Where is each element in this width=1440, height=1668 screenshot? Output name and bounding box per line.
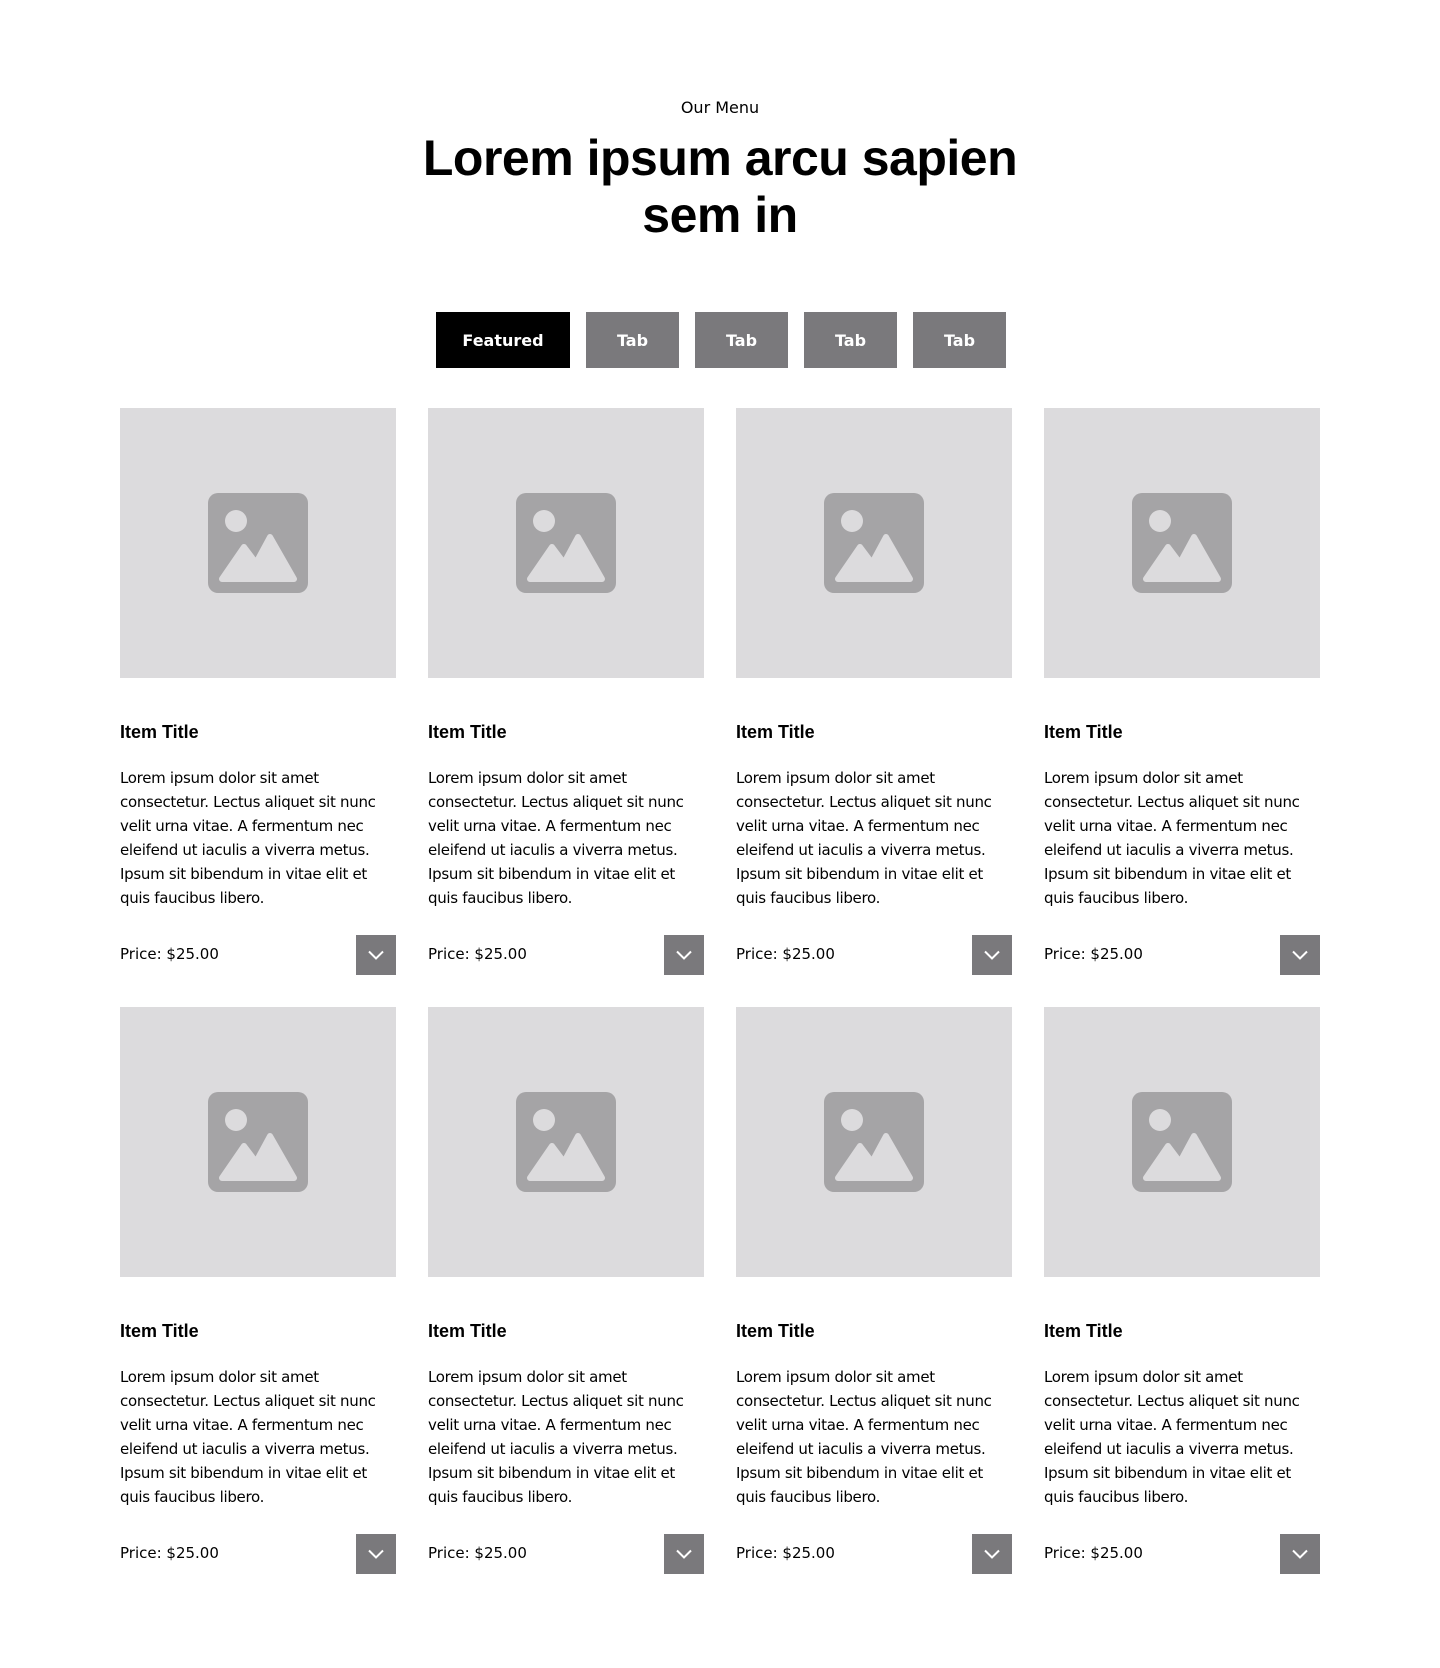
chevron-down-icon — [366, 945, 386, 965]
item-title: Item Title — [736, 722, 815, 742]
tab-2[interactable]: Tab — [586, 312, 679, 368]
menu-tabs — [436, 312, 1006, 368]
expand-item-button[interactable] — [972, 1534, 1012, 1574]
chevron-down-icon — [366, 1544, 386, 1564]
item-description: Lorem ipsum dolor sit amet consectetur. Lectus aliquet sit nunc velit urna vitae. A fermentum nec eleifend ut iaculis a viverra metus. Ipsum sit bibendum in vitae elit et quis faucibus libero. — [1044, 1368, 1300, 1506]
tab-5[interactable]: Tab — [913, 312, 1006, 368]
menu-item-card — [428, 1007, 704, 1574]
tab-4[interactable]: Tab — [804, 312, 897, 368]
item-price: Price: $25.00 — [120, 1544, 219, 1562]
item-image-placeholder — [736, 1007, 1012, 1277]
image-placeholder-icon — [1132, 493, 1232, 593]
menu-item-card — [1044, 408, 1320, 975]
expand-item-button[interactable] — [356, 935, 396, 975]
tab-3[interactable]: Tab — [695, 312, 788, 368]
tab-featured[interactable]: Featured — [436, 312, 570, 368]
chevron-down-icon — [982, 1544, 1002, 1564]
expand-item-button[interactable] — [664, 1534, 704, 1574]
item-price: Price: $25.00 — [736, 1544, 835, 1562]
chevron-down-icon — [1290, 945, 1310, 965]
image-placeholder-icon — [208, 493, 308, 593]
expand-item-button[interactable] — [972, 935, 1012, 975]
item-title: Item Title — [120, 722, 199, 742]
item-price: Price: $25.00 — [1044, 1544, 1143, 1562]
expand-item-button[interactable] — [664, 935, 704, 975]
item-image-placeholder — [428, 408, 704, 678]
item-description: Lorem ipsum dolor sit amet consectetur. Lectus aliquet sit nunc velit urna vitae. A fermentum nec eleifend ut iaculis a viverra metus. Ipsum sit bibendum in vitae elit et quis faucibus libero. — [736, 1368, 992, 1506]
menu-item-card — [120, 408, 396, 975]
section-eyebrow: Our Menu — [680, 98, 760, 117]
item-title: Item Title — [736, 1321, 815, 1341]
item-description: Lorem ipsum dolor sit amet consectetur. Lectus aliquet sit nunc velit urna vitae. A fermentum nec eleifend ut iaculis a viverra metus. Ipsum sit bibendum in vitae elit et quis faucibus libero. — [428, 769, 684, 907]
chevron-down-icon — [674, 945, 694, 965]
item-price: Price: $25.00 — [120, 945, 219, 963]
image-placeholder-icon — [824, 1092, 924, 1192]
item-image-placeholder — [120, 1007, 396, 1277]
menu-item-card — [1044, 1007, 1320, 1574]
item-price: Price: $25.00 — [1044, 945, 1143, 963]
item-description: Lorem ipsum dolor sit amet consectetur. Lectus aliquet sit nunc velit urna vitae. A fermentum nec eleifend ut iaculis a viverra metus. Ipsum sit bibendum in vitae elit et quis faucibus libero. — [120, 1368, 376, 1506]
item-title: Item Title — [428, 722, 507, 742]
menu-item-card — [120, 1007, 396, 1574]
item-title: Item Title — [120, 1321, 199, 1341]
item-description: Lorem ipsum dolor sit amet consectetur. Lectus aliquet sit nunc velit urna vitae. A fermentum nec eleifend ut iaculis a viverra metus. Ipsum sit bibendum in vitae elit et quis faucibus libero. — [428, 1368, 684, 1506]
item-price: Price: $25.00 — [428, 1544, 527, 1562]
menu-item-card — [736, 1007, 1012, 1574]
image-placeholder-icon — [516, 1092, 616, 1192]
item-description: Lorem ipsum dolor sit amet consectetur. Lectus aliquet sit nunc velit urna vitae. A fermentum nec eleifend ut iaculis a viverra metus. Ipsum sit bibendum in vitae elit et quis faucibus libero. — [736, 769, 992, 907]
item-description: Lorem ipsum dolor sit amet consectetur. Lectus aliquet sit nunc velit urna vitae. A fermentum nec eleifend ut iaculis a viverra metus. Ipsum sit bibendum in vitae elit et quis faucibus libero. — [1044, 769, 1300, 907]
image-placeholder-icon — [516, 493, 616, 593]
expand-item-button[interactable] — [1280, 1534, 1320, 1574]
chevron-down-icon — [982, 945, 1002, 965]
menu-item-card — [428, 408, 704, 975]
item-description: Lorem ipsum dolor sit amet consectetur. Lectus aliquet sit nunc velit urna vitae. A fermentum nec eleifend ut iaculis a viverra metus. Ipsum sit bibendum in vitae elit et quis faucibus libero. — [120, 769, 376, 907]
item-price: Price: $25.00 — [736, 945, 835, 963]
menu-items-grid — [120, 408, 1320, 1574]
item-image-placeholder — [1044, 408, 1320, 678]
item-title: Item Title — [1044, 722, 1123, 742]
item-image-placeholder — [428, 1007, 704, 1277]
image-placeholder-icon — [824, 493, 924, 593]
image-placeholder-icon — [208, 1092, 308, 1192]
chevron-down-icon — [674, 1544, 694, 1564]
image-placeholder-icon — [1132, 1092, 1232, 1192]
item-title: Item Title — [428, 1321, 507, 1341]
item-title: Item Title — [1044, 1321, 1123, 1341]
item-price: Price: $25.00 — [428, 945, 527, 963]
item-image-placeholder — [120, 408, 396, 678]
item-image-placeholder — [1044, 1007, 1320, 1277]
expand-item-button[interactable] — [356, 1534, 396, 1574]
page-title: Lorem ipsum arcu sapien sem in — [422, 130, 1018, 243]
chevron-down-icon — [1290, 1544, 1310, 1564]
item-image-placeholder — [736, 408, 1012, 678]
menu-item-card — [736, 408, 1012, 975]
expand-item-button[interactable] — [1280, 935, 1320, 975]
